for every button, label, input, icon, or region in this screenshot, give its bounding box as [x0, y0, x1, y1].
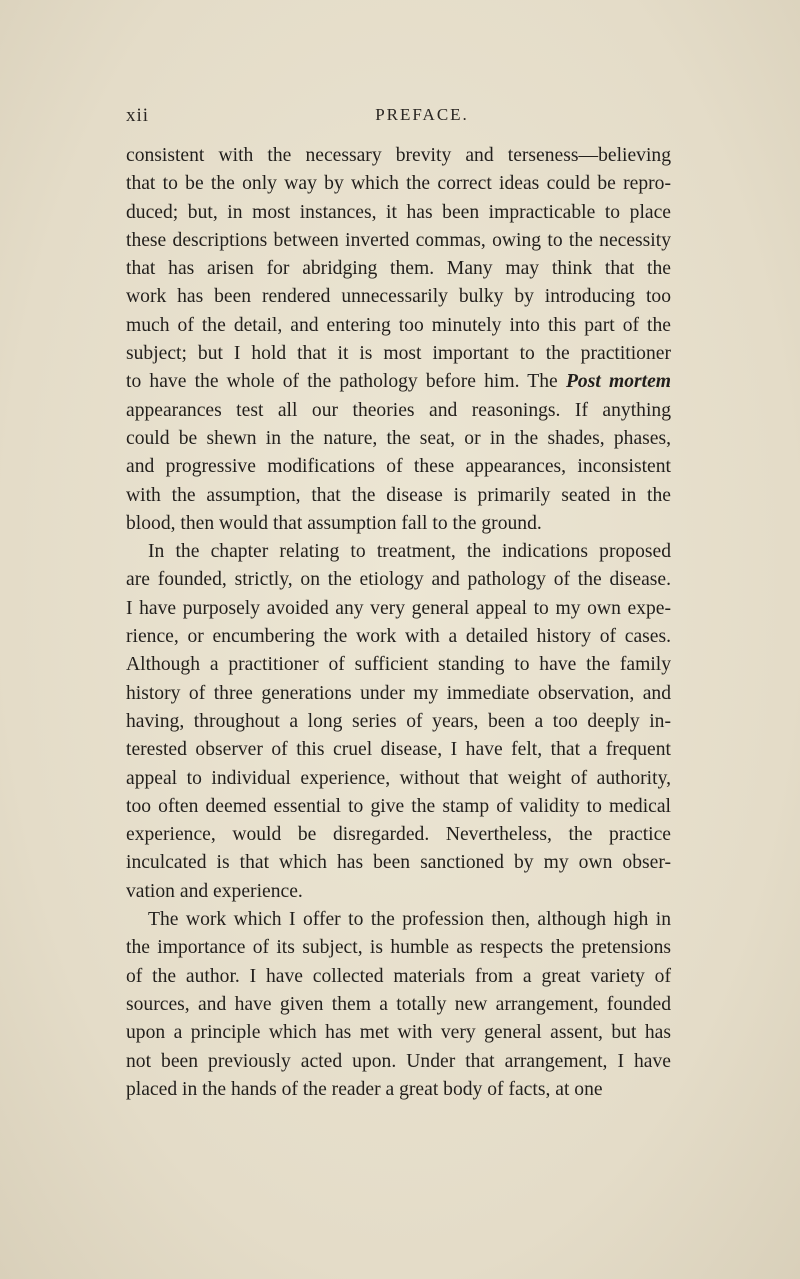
text-line: not been previously acted upon. Under that arrangement, I have: [126, 1050, 671, 1072]
italic-phrase: Post mortem: [565, 371, 672, 393]
text-line: of the author. I have collected materials from a great variety of: [126, 965, 671, 987]
text-line: subject; but I hold that it is most important to the practitioner: [126, 343, 671, 365]
text-line: upon a principle which has met with very general assent, but has: [126, 1022, 671, 1044]
paragraph-start-line: In the chapter relating to treatment, the indications proposed: [148, 541, 671, 563]
text-line-start: to have the whole of the pathology before him. The: [126, 371, 558, 393]
text-line: having, throughout a long series of years, been a too deeply in-: [126, 710, 671, 732]
text-line: duced; but, in most instances, it has been impracticable to place: [126, 201, 671, 223]
text-line: and progressive modifications of these appearances, inconsistent: [126, 456, 671, 478]
page-number: xii: [126, 105, 150, 126]
paragraph-end-line: blood, then would that assumption fall to the ground.: [126, 512, 542, 534]
text-line: experience, would be disregarded. Nevertheless, the practice: [126, 824, 671, 846]
text-line: I have purposely avoided any very general appeal to my own expe-: [126, 597, 671, 619]
text-line: with the assumption, that the disease is primarily seated in the: [126, 484, 671, 506]
text-line: work has been rendered unnecessarily bulky by introducing too: [126, 286, 671, 308]
text-line: terested observer of this cruel disease, I have felt, that a frequent: [126, 739, 671, 761]
text-line: appearances test all our theories and reasonings. If anything: [126, 399, 671, 421]
text-line: the importance of its subject, is humble as respects the pretensions: [126, 937, 671, 959]
text-line: too often deemed essential to give the stamp of validity to medical: [126, 795, 671, 817]
text-line: that has arisen for abridging them. Many may think that the: [126, 258, 671, 280]
body-text: [126, 142, 671, 1104]
page-header: [126, 105, 686, 133]
text-line: sources, and have given them a totally new arrangement, founded: [126, 993, 671, 1015]
text-line: that to be the only way by which the correct ideas could be repro-: [126, 173, 671, 195]
text-line: these descriptions between inverted commas, owing to the necessity: [126, 229, 671, 251]
text-line: rience, or encumbering the work with a detailed history of cases.: [126, 626, 671, 648]
text-line: appeal to individual experience, without that weight of authority,: [126, 767, 671, 789]
text-line: much of the detail, and entering too minutely into this part of the: [126, 314, 671, 336]
paragraph-end-line: vation and experience.: [126, 880, 303, 902]
text-line: could be shewn in the nature, the seat, or in the shades, phases,: [126, 427, 671, 449]
text-line: inculcated is that which has been sanctioned by my own obser-: [126, 852, 671, 874]
text-line: consistent with the necessary brevity and terseness—believing: [126, 145, 671, 166]
text-line: Although a practitioner of sufficient standing to have the family: [126, 654, 671, 676]
text-line-with-italic: [126, 368, 671, 396]
text-line: placed in the hands of the reader a great body of facts, at one: [126, 1078, 603, 1100]
running-head: PREFACE.: [375, 105, 469, 124]
text-line: history of three generations under my immediate observation, and: [126, 682, 671, 704]
text-line: are founded, strictly, on the etiology and pathology of the disease.: [126, 569, 671, 591]
paragraph-start-line: The work which I offer to the profession then, although high in: [148, 909, 671, 931]
